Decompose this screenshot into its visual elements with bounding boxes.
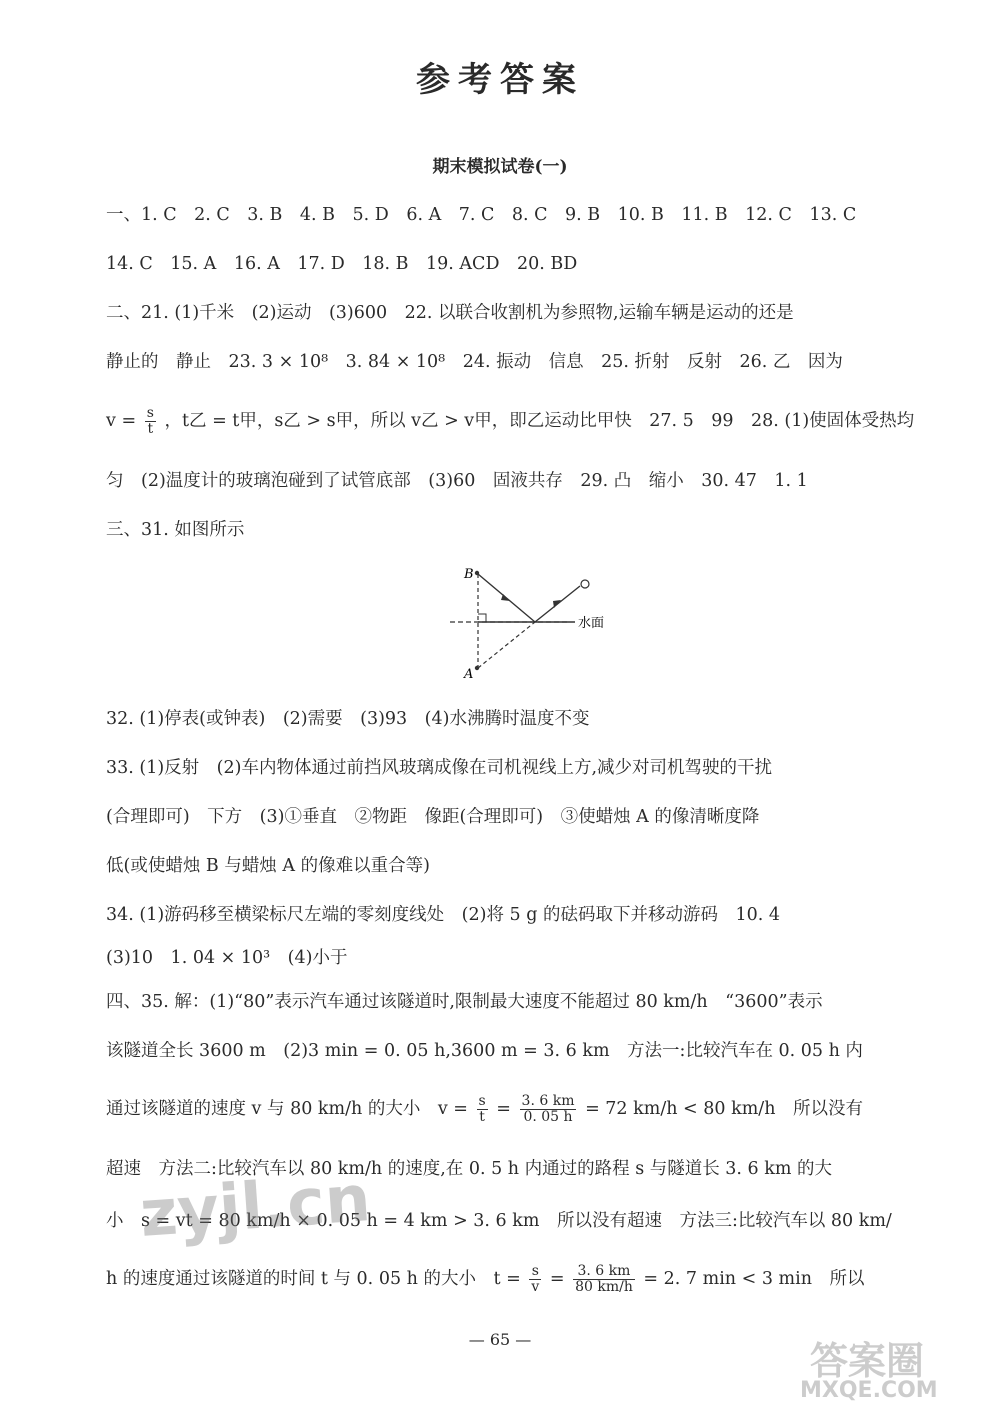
equals-sign: =: [496, 1099, 511, 1119]
reflection-diagram: [440, 560, 640, 690]
answer-line-17: 超速 方法二:比较汽车以 80 km/h 的速度,在 0. 5 h 内通过的路程 s 与隧道长 3. 6 km 的大: [106, 1159, 833, 1179]
fraction-numerator: 3. 6 km: [573, 1264, 635, 1280]
answer-line-19-start: h 的速度通过该隧道的时间 t 与 0. 05 h 的大小 t =: [106, 1269, 521, 1289]
watermark-site: MXQE.COM: [800, 1378, 938, 1403]
answer-line-7: 三、31. 如图所示: [106, 520, 245, 540]
fraction-denominator: t: [147, 421, 154, 437]
answer-line-16: [106, 1094, 966, 1125]
answer-line-15: 该隧道全长 3600 m (2)3 min = 0. 05 h,3600 m = 3. 6 km 方法一:比较汽车在 0. 05 h 内: [106, 1041, 863, 1061]
fraction-numerator: s: [478, 1093, 486, 1109]
right-angle-mark: [478, 614, 486, 622]
fraction-denominator: 0. 05 h: [523, 1109, 573, 1125]
fraction-distance-over-time: [520, 1094, 577, 1125]
answer-line-16-end: = 72 km/h < 80 km/h 所以没有: [585, 1099, 863, 1119]
answer-line-3: 二、21. (1)千米 (2)运动 (3)600 22. 以联合收割机为参照物,运输车辆是运动的还是: [106, 303, 794, 323]
fraction-numerator: 3. 6 km: [521, 1093, 575, 1109]
fraction-denominator: 80 km/h: [575, 1279, 633, 1295]
answer-line-2: 14. C 15. A 16. A 17. D 18. B 19. ACD 20. BD: [106, 254, 578, 274]
fraction-denominator: v: [531, 1279, 540, 1295]
answer-line-4: 静止的 静止 23. 3 × 10⁸ 3. 84 × 10⁸ 24. 振动 信息 25. 折射 反射 26. 乙 因为: [106, 352, 843, 372]
section-title: 期末模拟试卷(一): [432, 157, 568, 177]
label-water-surface: 水面: [578, 616, 605, 631]
answer-line-11: 低(或使蜡烛 B 与蜡烛 A 的像难以重合等): [106, 856, 430, 876]
answer-line-19-end: = 2. 7 min < 3 min 所以: [643, 1269, 865, 1289]
fraction-distance-over-speed: [573, 1264, 635, 1295]
label-a: A: [464, 667, 474, 682]
reflected-arrow: [553, 600, 561, 608]
fraction-numerator: s: [146, 405, 154, 421]
answer-line-14: 四、35. 解：(1)“80”表示汽车通过该隧道时,限制最大速度不能超过 80 km/h “3600”表示: [106, 992, 823, 1012]
answer-line-5: [106, 406, 966, 437]
answer-line-5-rest: ，t乙 = t甲，s乙 > s甲，所以 v乙 > v甲，即乙运动比甲快 27. 5 99 28. (1)使固体受热均: [164, 411, 915, 431]
fraction-s-over-t-2: [477, 1094, 488, 1125]
equals-sign: =: [549, 1269, 565, 1289]
watermark-zyjl: zyjl.cn: [137, 1162, 373, 1252]
answer-line-10: (合理即可) 下方 (3)①垂直 ②物距 像距(合理即可) ③使蜡烛 A 的像清晰度降: [106, 807, 760, 827]
eye-icon: [581, 580, 589, 588]
virtual-ray: [478, 622, 535, 668]
point-a: [475, 666, 479, 670]
point-b: [475, 571, 479, 575]
answer-line-1: 一、1. C 2. C 3. B 4. B 5. D 6. A 7. C 8. C 9. B 10. B 11. B 12. C 13. C: [106, 205, 857, 225]
fraction-s-over-t: [145, 406, 156, 437]
answer-line-6: 匀 (2)温度计的玻璃泡碰到了试管底部 (3)60 固液共存 29. 凸 缩小 30. 47 1. 1: [106, 471, 808, 491]
answer-line-8: 32. (1)停表(或钟表) (2)需要 (3)93 (4)水沸腾时温度不变: [106, 709, 590, 729]
label-b: B: [464, 567, 474, 582]
answer-line-12: 34. (1)游码移至横梁标尺左端的零刻度线处 (2)将 5 g 的砝码取下并移动游码 10. 4: [106, 905, 781, 925]
answer-line-16-start: 通过该隧道的速度 v 与 80 km/h 的大小 v =: [106, 1099, 468, 1119]
page-title: 参考答案: [416, 60, 584, 100]
answer-line-13: (3)10 1. 04 × 10³ (4)小于: [106, 948, 348, 968]
fraction-numerator: s: [529, 1264, 541, 1280]
answer-line-19: [106, 1264, 966, 1295]
answer-line-18: 小 s = vt = 80 km/h × 0. 05 h = 4 km > 3. 6 km 所以没有超速 方法三:比较汽车以 80 km/: [106, 1211, 892, 1231]
answer-line-9: 33. (1)反射 (2)车内物体通过前挡风玻璃成像在司机视线上方,减少对司机驾驶的干扰: [106, 758, 773, 778]
fraction-s-over-v: [529, 1264, 541, 1295]
velocity-symbol: v =: [106, 411, 137, 431]
page-number: — 65 —: [468, 1330, 532, 1349]
fraction-denominator: t: [479, 1109, 485, 1125]
watermark-brand: 答案圈: [810, 1339, 925, 1383]
